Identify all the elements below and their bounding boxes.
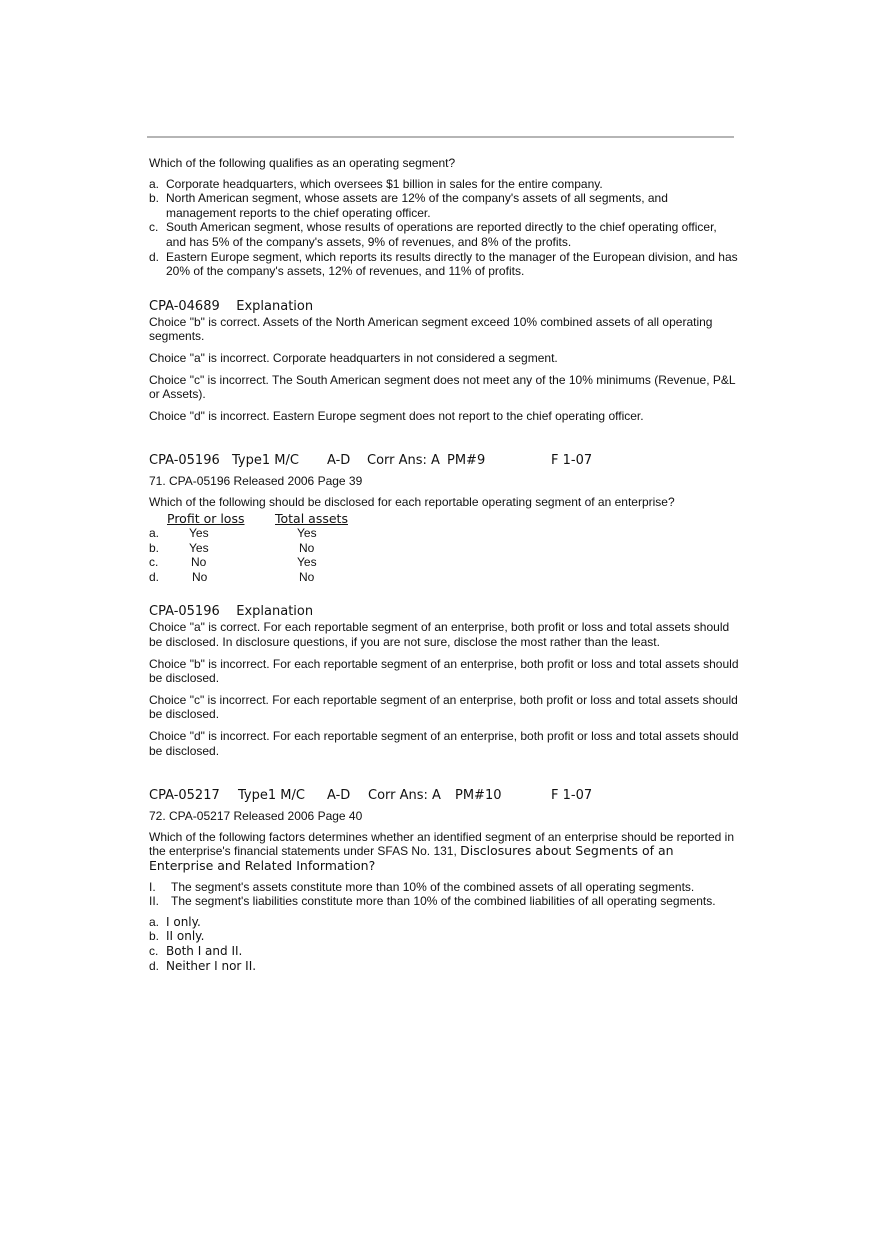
choice-a xyxy=(149,915,739,930)
choice-label: c. xyxy=(149,943,159,958)
explanation-heading: CPA-05196 Explanation xyxy=(149,604,314,620)
question-subtitle: 71. CPA-05196 Released 2006 Page 39 xyxy=(149,474,363,489)
row-label: d. xyxy=(149,569,160,584)
row-label: a. xyxy=(149,526,160,541)
statement-text: The segment's liabilities constitute more than 10% of the combined liabilities of all operating segments. xyxy=(171,894,716,909)
cell-profit-loss: Yes xyxy=(189,526,209,541)
question-header xyxy=(149,453,739,469)
answer-range: A-D xyxy=(327,788,351,804)
choice-text: Both I and II. xyxy=(166,943,243,958)
statement-label: II. xyxy=(149,894,160,909)
cell-profit-loss: No xyxy=(191,555,207,570)
choice-text: I only. xyxy=(166,914,201,929)
explanation-paragraph: Choice "d" is incorrect. Eastern Europe segment does not report to the chief operating officer. xyxy=(149,408,644,423)
page-content xyxy=(149,156,739,973)
question-subtitle: 72. CPA-05217 Released 2006 Page 40 xyxy=(149,809,363,824)
choice-label: a. xyxy=(149,914,160,929)
question-id: CPA-05196 xyxy=(149,453,220,469)
choice-b xyxy=(149,191,739,220)
explanation-05196 xyxy=(149,604,739,758)
explanation-04689 xyxy=(149,299,739,424)
explanation-paragraph: Choice "a" is incorrect. Corporate headquarters in not considered a segment. xyxy=(149,350,558,365)
explanation-paragraph: Choice "b" is correct. Assets of the North American segment exceed 10% combined assets of all operating segments. xyxy=(149,314,713,344)
correct-answer: Corr Ans: A xyxy=(367,453,440,469)
statement-label: I. xyxy=(149,879,156,894)
cell-total-assets: Yes xyxy=(297,555,317,570)
choice-b xyxy=(149,929,739,944)
question-text-main: Which of the following factors determines whether an identified segment of an enterprise should be reported in the enterprise's financial statements under SFAS No. 131, xyxy=(149,829,734,859)
choice-text: Neither I nor II. xyxy=(166,958,257,973)
choice-text: Eastern Europe segment, which reports its results directly to the manager of the European division, and has 20% of the company's assets, 12% of revenues, and 11% of profits. xyxy=(166,249,738,279)
choice-text: II only. xyxy=(166,929,205,944)
correct-answer: Corr Ans: A xyxy=(368,788,441,804)
cell-total-assets: No xyxy=(299,540,315,555)
question-id: CPA-05217 xyxy=(149,788,220,804)
choice-c xyxy=(149,220,739,249)
statement-list xyxy=(149,880,739,909)
choice-text: Corporate headquarters, which oversees $1 billion in sales for the entire company. xyxy=(166,176,603,191)
choice-label: b. xyxy=(149,929,160,944)
table-header-row xyxy=(149,512,348,527)
column-header-profit-loss: Profit or loss xyxy=(167,510,245,526)
choice-label: c. xyxy=(149,220,159,235)
explanation-paragraph: Choice "d" is incorrect. For each reportable segment of an enterprise, both profit or loss and total assets should be disclosed. xyxy=(149,729,739,758)
question-70 xyxy=(149,156,739,279)
choice-c xyxy=(149,944,739,959)
statement-ii xyxy=(149,894,739,909)
cell-profit-loss: Yes xyxy=(189,540,209,555)
choice-d xyxy=(149,250,739,279)
question-type: Type1 M/C xyxy=(232,453,299,469)
statement-text: The segment's assets constitute more than 10% of the combined assets of all operating segments. xyxy=(171,879,695,894)
choice-d xyxy=(149,959,739,974)
table-row xyxy=(149,541,348,556)
answer-table xyxy=(149,512,348,585)
explanation-heading: CPA-04689 Explanation xyxy=(149,298,314,314)
statement-i xyxy=(149,880,739,895)
pm-number: PM#10 xyxy=(455,788,502,804)
choice-label: d. xyxy=(149,249,160,264)
choice-text: North American segment, whose assets are 12% of the company's assets of all segments, and management reports to the chief operating officer. xyxy=(166,191,668,220)
question-header xyxy=(149,788,739,804)
explanation-paragraph: Choice "c" is incorrect. The South American segment does not meet any of the 10% minimums (Revenue, P&L or Assets). xyxy=(149,372,736,402)
column-header-total-assets: Total assets xyxy=(275,510,348,526)
choice-a xyxy=(149,177,739,192)
cell-total-assets: No xyxy=(299,569,315,584)
choice-label: a. xyxy=(149,176,160,191)
explanation-paragraph: Choice "c" is incorrect. For each reportable segment of an enterprise, both profit or loss and total assets should be disclosed. xyxy=(149,692,738,722)
choice-label: b. xyxy=(149,191,160,206)
question-text: Which of the following qualifies as an operating segment? xyxy=(149,156,456,170)
question-type: Type1 M/C xyxy=(238,788,305,804)
answer-choices xyxy=(149,915,739,973)
table-row xyxy=(149,555,348,570)
explanation-paragraph: Choice "a" is correct. For each reportable segment of an enterprise, both profit or loss and total assets should be disclosed. In disclosure questions, if you are not sure, disclose the most rather than the least. xyxy=(149,620,730,650)
top-divider xyxy=(147,136,734,138)
row-label: c. xyxy=(149,555,159,570)
cell-total-assets: Yes xyxy=(297,526,317,541)
section-code: F 1-07 xyxy=(551,453,593,469)
section-code: F 1-07 xyxy=(551,788,593,804)
answer-range: A-D xyxy=(327,453,351,469)
question-72 xyxy=(149,788,739,973)
pm-number: PM#9 xyxy=(447,453,486,469)
question-71 xyxy=(149,453,739,584)
cell-profit-loss: No xyxy=(192,569,208,584)
table-row xyxy=(149,570,348,585)
choice-text: South American segment, whose results of operations are reported directly to the chief operating officer, and has 5% of the company's assets, 9% of revenues, and 8% of the profits. xyxy=(166,220,717,249)
question-text: Which of the following should be disclosed for each reportable operating segment of an enterprise? xyxy=(149,494,675,509)
choice-label: d. xyxy=(149,958,160,973)
question-text xyxy=(149,830,739,874)
explanation-paragraph: Choice "b" is incorrect. For each reportable segment of an enterprise, both profit or loss and total assets should be disclosed. xyxy=(149,656,739,686)
table-row xyxy=(149,526,348,541)
row-label: b. xyxy=(149,540,160,555)
question-text-title: Disclosures about Segments of an Enterprise and Related Information? xyxy=(149,843,674,873)
